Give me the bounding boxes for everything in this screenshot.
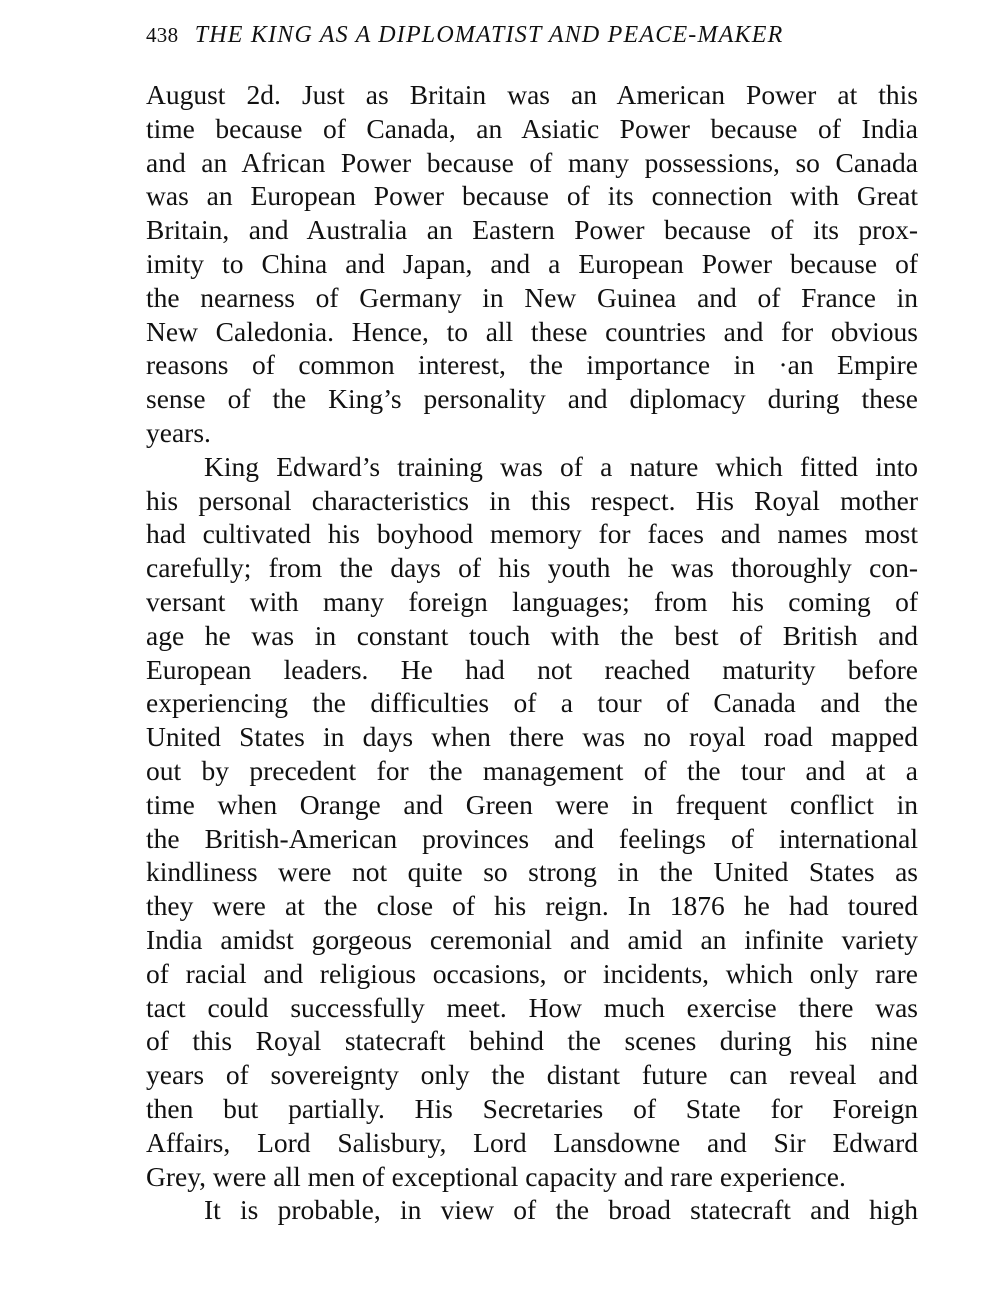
text-line: time because of Canada, an Asiatic Power because of India bbox=[146, 112, 918, 144]
text-line: European leaders. He had not reached maturity before bbox=[146, 653, 918, 685]
text-line: August 2d. Just as Britain was an American Power at this bbox=[146, 79, 918, 110]
text-line: time when Orange and Green were in frequent conflict in bbox=[146, 788, 918, 820]
text-line: age he was in constant touch with the best of British and bbox=[146, 619, 918, 651]
paragraph-first-line: It is probable, in view of the broad statecraft and high bbox=[204, 1194, 918, 1226]
text-line: kindliness were not quite so strong in the United States as bbox=[146, 856, 918, 888]
text-line: tact could successfully meet. How much exercise there was bbox=[146, 991, 918, 1023]
text-line: of racial and religious occasions, or incidents, which only rare bbox=[146, 957, 918, 989]
text-line: Affairs, Lord Salisbury, Lord Lansdowne and Sir Edward bbox=[146, 1126, 918, 1158]
running-head bbox=[146, 22, 916, 49]
text-line: years of sovereignty only the distant future can reveal and bbox=[146, 1059, 918, 1091]
text-line: had cultivated his boyhood memory for faces and names most bbox=[146, 518, 918, 550]
text-line: then but partially. His Secretaries of State for Foreign bbox=[146, 1092, 918, 1124]
text-line: carefully; from the days of his youth he was thoroughly con- bbox=[146, 552, 918, 584]
paragraph-first-line: King Edward’s training was of a nature which fitted into bbox=[204, 450, 918, 482]
text-line: the nearness of Germany in New Guinea and of France in bbox=[146, 281, 918, 313]
page-number: 438 bbox=[146, 23, 179, 47]
paragraph-end-line: years. bbox=[146, 416, 211, 448]
text-line: India amidst gorgeous ceremonial and amid an infinite variety bbox=[146, 923, 918, 955]
text-line: of this Royal statecraft behind the scenes during his nine bbox=[146, 1025, 918, 1057]
text-line: imity to China and Japan, and a European Power because of bbox=[146, 247, 918, 279]
text-line: reasons of common interest, the importance in ·an Empire bbox=[146, 349, 918, 381]
text-line: and an African Power because of many possessions, so Canada bbox=[146, 146, 918, 178]
text-line: versant with many foreign languages; from his coming of bbox=[146, 585, 918, 617]
paragraph-end-line: Grey, were all men of exceptional capacity and rare experience. bbox=[146, 1160, 846, 1192]
text-line: United States in days when there was no royal road mapped bbox=[146, 721, 918, 753]
text-line: experiencing the difficulties of a tour of Canada and the bbox=[146, 687, 918, 719]
text-line: his personal characteristics in this respect. His Royal mother bbox=[146, 484, 918, 516]
text-line: they were at the close of his reign. In 1876 he had toured bbox=[146, 890, 918, 922]
text-line: the British-American provinces and feelings of international bbox=[146, 822, 918, 854]
body-text bbox=[146, 78, 918, 1227]
text-line: New Caledonia. Hence, to all these countries and for obvious bbox=[146, 315, 918, 347]
text-line: out by precedent for the management of the tour and at a bbox=[146, 754, 918, 786]
running-title: THE KING AS A DIPLOMATIST AND PEACE-MAKER bbox=[194, 22, 784, 48]
text-line: sense of the King’s personality and diplomacy during these bbox=[146, 383, 918, 415]
text-line: was an European Power because of its connection with Great bbox=[146, 180, 918, 212]
text-line: Britain, and Australia an Eastern Power because of its prox- bbox=[146, 214, 918, 246]
